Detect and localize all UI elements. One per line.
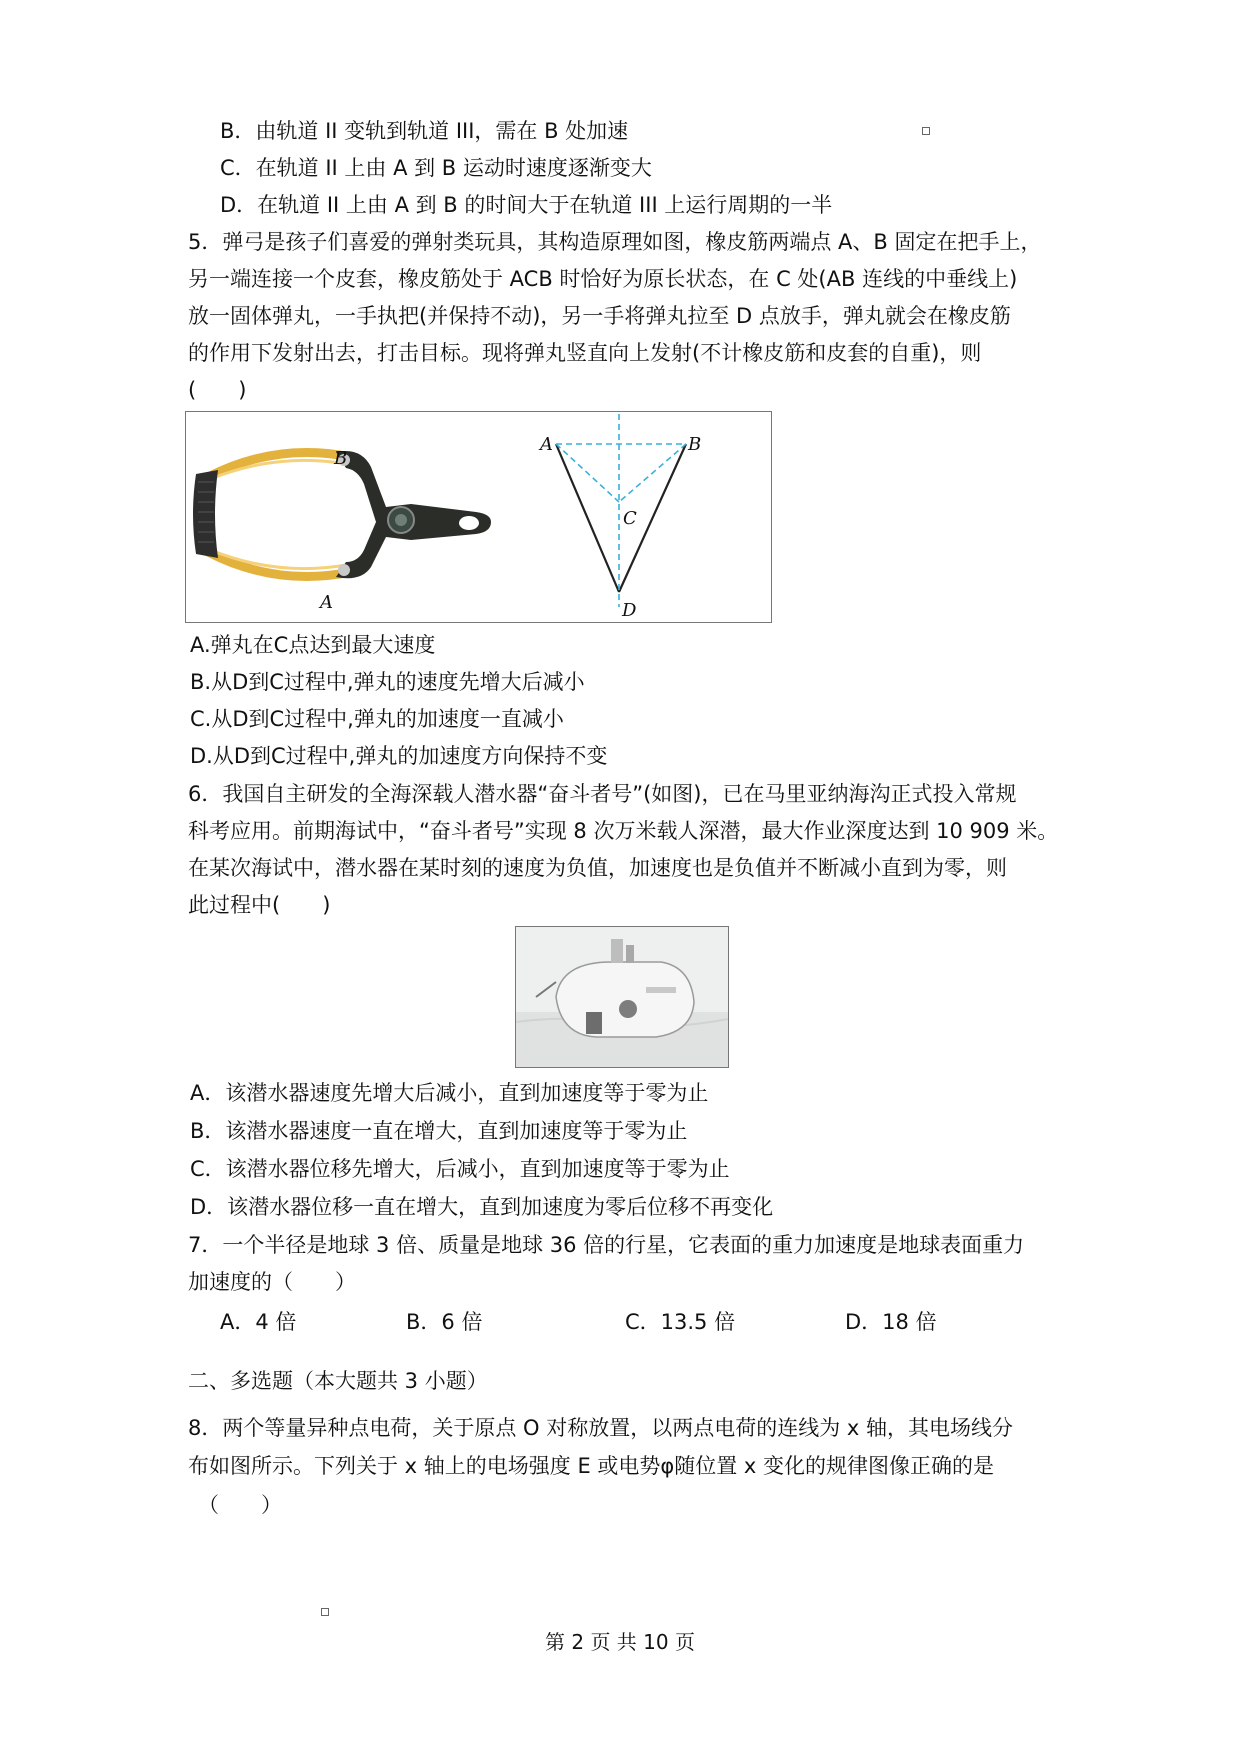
submersible-photo xyxy=(515,926,729,1068)
q5-text-4: 的作用下发射出去，打击目标。现将弹丸竖直向上发射(不计橡皮筋和皮套的自重)，则 xyxy=(188,341,982,365)
q6-text-3: 在某次海试中，潜水器在某时刻的速度为负值，加速度也是负值并不断减小直到为零，则 xyxy=(188,856,1007,880)
geometry-label-c: C xyxy=(623,508,637,529)
geometry-label-a: A xyxy=(540,434,553,455)
q6-text-1: 6．我国自主研发的全海深载人潜水器“奋斗者号”(如图)，已在马里亚纳海沟正式投入常规 xyxy=(188,782,1017,806)
q5-text-2: 另一端连接一个皮套，橡皮筋处于 ACB 时恰好为原长状态，在 C 处(AB 连线的中垂线上) xyxy=(188,267,1018,291)
q4-option-c: C．在轨道 II 上由 A 到 B 运动时速度逐渐变大 xyxy=(220,156,652,180)
slingshot-label-b: B xyxy=(334,448,348,469)
q5-option-b: B.从D到C过程中,弹丸的速度先增大后减小 xyxy=(190,670,585,694)
q7-option-b: B．6 倍 xyxy=(406,1310,483,1334)
q7-option-d: D．18 倍 xyxy=(845,1310,937,1334)
q7-text-1: 7．一个半径是地球 3 倍、质量是地球 36 倍的行星，它表面的重力加速度是地球表面重力 xyxy=(188,1233,1025,1257)
geometry-diagram xyxy=(516,412,771,622)
q6-option-d: D．该潜水器位移一直在增大，直到加速度为零后位移不再变化 xyxy=(190,1195,774,1219)
q5-text-5: ( ) xyxy=(188,378,247,402)
q4-option-d: D．在轨道 II 上由 A 到 B 的时间大于在轨道 III 上运行周期的一半 xyxy=(220,193,833,217)
q5-option-a: A.弹丸在C点达到最大速度 xyxy=(190,633,436,657)
q4-option-b: B．由轨道 II 变轨到轨道 III，需在 B 处加速 xyxy=(220,119,629,143)
submersible-illustration xyxy=(516,927,728,1067)
marker-square xyxy=(922,127,930,135)
q5-text-1: 5．弹弓是孩子们喜爱的弹射类玩具，其构造原理如图，橡皮筋两端点 A、B 固定在把手上， xyxy=(188,230,1042,254)
q6-text-2: 科考应用。前期海试中，“奋斗者号”实现 8 次万米载人深潜，最大作业深度达到 10 909 米。 xyxy=(188,819,1059,843)
q5-text-3: 放一固体弹丸，一手执把(并保持不动)，另一手将弹丸拉至 D 点放手，弹丸就会在橡皮筋 xyxy=(188,304,1011,328)
q7-option-c: C．13.5 倍 xyxy=(625,1310,736,1334)
geometry-label-b: B xyxy=(688,434,702,455)
q6-option-c: C．该潜水器位移先增大，后减小，直到加速度等于零为止 xyxy=(190,1157,730,1181)
q6-option-b: B．该潜水器速度一直在增大，直到加速度等于零为止 xyxy=(190,1119,688,1143)
slingshot-label-a: A xyxy=(320,592,333,613)
slingshot-illustration xyxy=(186,412,516,622)
section-title: 二、多选题（本大题共 3 小题） xyxy=(188,1369,488,1393)
page-number: 第 2 页 共 10 页 xyxy=(545,1630,695,1654)
q8-text-1: 8．两个等量异种点电荷，关于原点 O 对称放置，以两点电荷的连线为 x 轴，其电场线分 xyxy=(188,1416,1014,1440)
q7-option-a: A．4 倍 xyxy=(220,1310,297,1334)
q6-option-a: A．该潜水器速度先增大后减小，直到加速度等于零为止 xyxy=(190,1081,709,1105)
q5-option-d: D.从D到C过程中,弹丸的加速度方向保持不变 xyxy=(190,744,608,768)
q8-text-3: （ ） xyxy=(198,1493,282,1517)
q5-option-c: C.从D到C过程中,弹丸的加速度一直减小 xyxy=(190,707,564,731)
q7-text-2: 加速度的（ ） xyxy=(188,1270,356,1294)
q8-text-2: 布如图所示。下列关于 x 轴上的电场强度 E 或电势φ随位置 x 变化的规律图像正确的是 xyxy=(188,1454,995,1478)
geometry-label-d: D xyxy=(622,600,637,621)
marker-square xyxy=(321,1608,329,1616)
q6-text-4: 此过程中( ) xyxy=(188,893,331,917)
slingshot-figure xyxy=(185,411,772,623)
